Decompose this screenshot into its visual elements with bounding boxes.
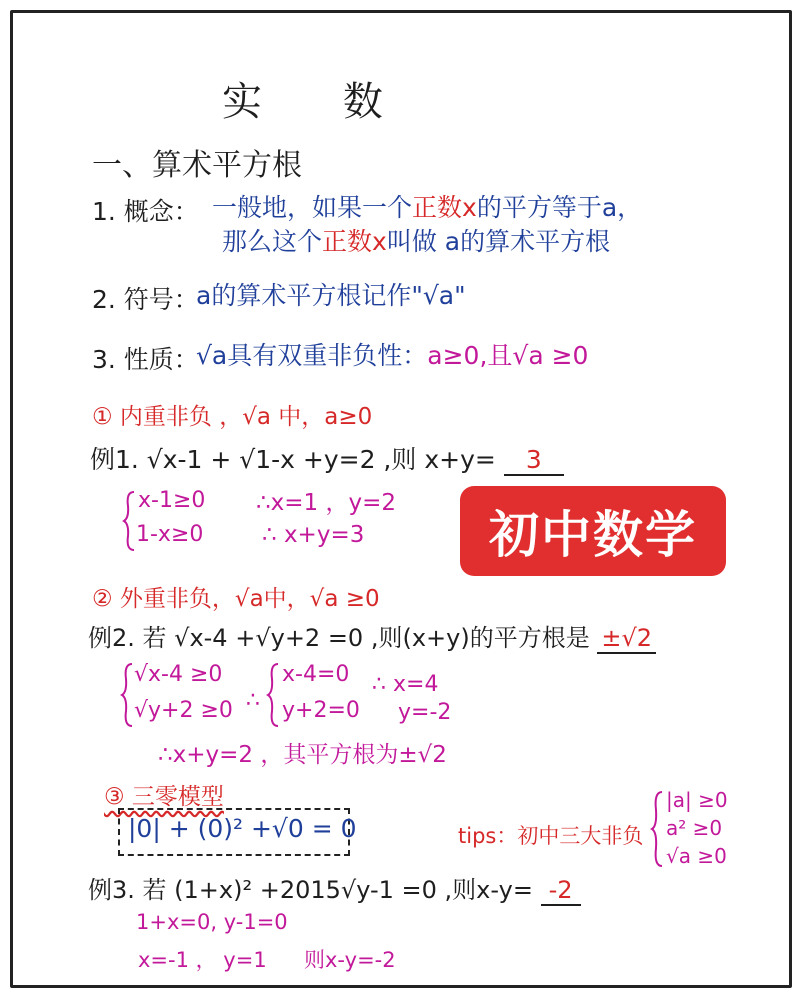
- tips-label: tips：初中三大非负: [458, 824, 644, 848]
- tips-brace: [650, 790, 666, 868]
- example1-answer: 3: [504, 445, 564, 476]
- example3-answer: -2: [541, 876, 581, 906]
- example2-mid1: x-4=0: [282, 662, 350, 687]
- concept-line2-pre: 那么这个: [222, 227, 323, 256]
- page-title: 实 数: [222, 79, 389, 125]
- concept-line1-red: 正数x: [412, 193, 477, 222]
- concept-line2-red: 正数x: [322, 227, 387, 256]
- tips-item-square: a² ≥0: [666, 816, 723, 840]
- concept-line1-pre: 一般地，如果一个: [212, 193, 413, 222]
- property-red: a≥0,且√a ≥0: [427, 341, 589, 370]
- example2-res2: y=-2: [398, 700, 452, 725]
- example3-question: [88, 870, 581, 906]
- item-outer-nonneg: ② 外重非负，√a中，√a ≥0: [92, 586, 380, 612]
- property-label: 3. 性质：: [92, 345, 199, 374]
- example1-res1: ∴x=1 ，y=2: [256, 490, 396, 516]
- example2-therefore1: ∴: [246, 688, 260, 713]
- concept-line2: [222, 222, 610, 258]
- example2-brace-mid: [266, 662, 282, 728]
- example1-sys1: x-1≥0: [138, 488, 206, 513]
- example2-sys2: √y+2 ≥0: [134, 698, 233, 723]
- example2-answer: ±√2: [597, 624, 656, 654]
- example3-line2: x=-1 ， y=1: [138, 948, 267, 972]
- example1-question: [90, 440, 564, 476]
- example2-text: 例2. 若 √x-4 +√y+2 =0 ,则(x+y)的平方根是: [88, 624, 590, 652]
- symbol-text: a的算术平方根记作"√a": [196, 281, 466, 310]
- concept-line1: [212, 188, 642, 224]
- example2-res1: ∴ x=4: [372, 672, 439, 697]
- example3-line3: 则x-y=-2: [304, 948, 396, 972]
- example2-sys1: √x-4 ≥0: [134, 662, 223, 687]
- example1-res2: ∴ x+y=3: [262, 522, 365, 548]
- concept-line2-post: 叫做 a的算术平方根: [386, 227, 611, 256]
- symbol-label: 2. 符号：: [92, 285, 199, 314]
- example2-question: [88, 618, 656, 654]
- property-text: √a具有双重非负性：: [196, 341, 428, 370]
- example3-line1: 1+x=0, y-1=0: [136, 910, 288, 934]
- example1-text: 例1. √x-1 + √1-x +y=2 ,则 x+y=: [90, 445, 496, 474]
- item-inner-nonneg: ① 内重非负 ，√a 中，a≥0: [92, 404, 373, 430]
- tips-item-abs: |a| ≥0: [666, 788, 728, 812]
- item-three-zero-model: ③ 三零模型: [104, 784, 224, 810]
- model-equation: |0| + (0)² +√0 = 0: [128, 814, 357, 843]
- example2-conclusion: ∴x+y=2 ，其平方根为±√2: [158, 742, 447, 768]
- tips-item-sqrt: √a ≥0: [666, 844, 727, 868]
- example3-text: 例3. 若 (1+x)² +2015√y-1 =0 ,则x-y=: [88, 876, 533, 904]
- concept-label: 1. 概念：: [92, 197, 199, 226]
- example2-mid2: y+2=0: [282, 698, 360, 723]
- section-heading: 一、算术平方根: [92, 148, 302, 183]
- concept-line1-post: 的平方等于a，: [476, 193, 643, 222]
- example1-sys2: 1-x≥0: [136, 522, 204, 547]
- property-line: [196, 336, 588, 372]
- brand-badge: 初中数学: [460, 486, 726, 576]
